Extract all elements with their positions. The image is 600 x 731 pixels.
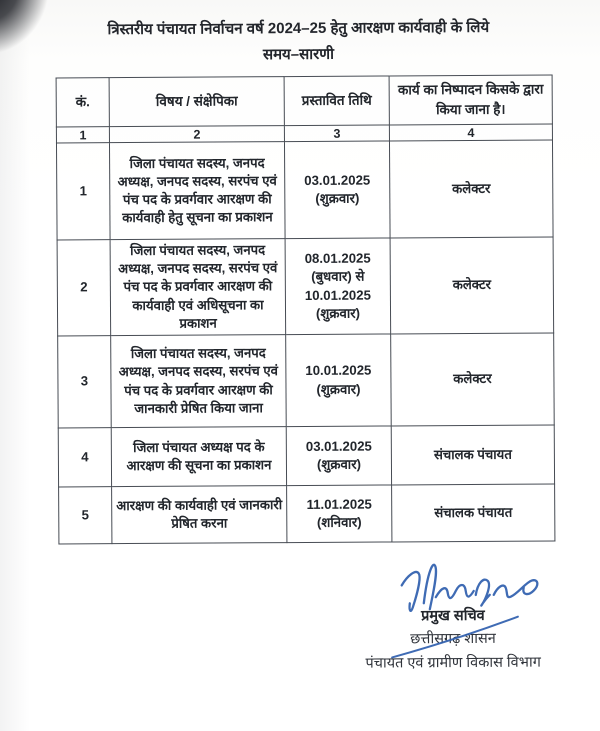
table-header-row: [56, 75, 552, 127]
cell-serial: 1: [56, 143, 110, 240]
table-row: [57, 237, 554, 336]
cell-subject: आरक्षण की कार्यवाही एवं जानकारी प्रेषित करना: [112, 486, 287, 544]
cell-executor: कलेक्टर: [390, 237, 554, 334]
cell-subject: जिला पंचायत अध्यक्ष पद के आरक्षण की सूचना का प्रकाशन: [111, 427, 286, 487]
col-header-executor: कार्य का निष्पादन किसके द्वारा किया जाना है।: [389, 75, 552, 125]
signatory-designation: प्रमुख सचिव: [421, 607, 485, 625]
column-number: 3: [284, 125, 389, 142]
col-header-serial: कं.: [56, 78, 109, 127]
cell-date: 11.01.2025 (शनिवार): [287, 485, 392, 543]
cell-subject: जिला पंचायत सदस्य, जनपद अध्यक्ष, जनपद सदस्य, सरपंच एवं पंच पद के प्रवर्गवार आरक्षण की कार्यवाही हेतु सूचना का प्रकाशन: [109, 142, 285, 240]
signature-block: [317, 550, 588, 692]
cell-serial: 2: [57, 240, 111, 336]
cell-date: 03.01.2025 (शुक्रवार): [284, 141, 390, 239]
column-number: 2: [109, 126, 284, 143]
cell-date: 08.01.2025 (बुधवार) से 10.01.2025 (शुक्रवार): [285, 238, 391, 335]
table-row: [58, 333, 555, 428]
cell-executor: संचालक पंचायत: [391, 425, 554, 485]
signatory-government: छत्तीसगढ़ शासन: [410, 631, 496, 648]
document-title-line2: समय–सारणी: [262, 45, 335, 63]
document-page: [0, 14, 600, 731]
cell-executor: कलेक्टर: [391, 333, 555, 426]
schedule-table: [56, 74, 556, 544]
cell-executor: संचालक पंचायत: [392, 484, 555, 542]
column-number: 4: [389, 124, 552, 141]
document-title-line1: त्रिस्तरीय पंचायत निर्वाचन वर्ष 2024–25 हेतु आरक्षण कार्यवाही के लिये: [107, 18, 490, 39]
col-header-date: प्रस्तावित तिथि: [284, 76, 389, 126]
table-row: [58, 425, 554, 487]
cell-subject: जिला पंचायत सदस्य, जनपद अध्यक्ष, जनपद सदस्य, सरपंच एवं पंच पद के प्रवर्गवार आरक्षण की कार्यवाही एवं अधिसूचना का प्रकाशन: [110, 239, 286, 336]
cell-date: 10.01.2025 (शुक्रवार): [286, 334, 392, 427]
table-row: [59, 484, 555, 544]
cell-serial: 4: [58, 428, 111, 487]
cell-serial: 3: [58, 336, 112, 428]
cell-executor: कलेक्टर: [389, 140, 553, 238]
document-title: [0, 14, 599, 69]
col-header-subject: विषय / संक्षेपिका: [109, 77, 284, 127]
photo-corner-shadow: [0, 0, 58, 64]
column-number: 1: [56, 127, 109, 143]
signature-text: [317, 550, 588, 676]
signatory-department: पंचायत एवं ग्रामीण विकास विभाग: [365, 654, 541, 672]
cell-serial: 5: [59, 487, 112, 544]
table-row: [56, 140, 553, 240]
cell-subject: जिला पंचायत सदस्य, जनपद अध्यक्ष, जनपद सदस्य, सरपंच एवं पंच पद के प्रवर्गवार आरक्षण की जानकारी प्रेषित किया जाना: [111, 335, 287, 428]
cell-date: 03.01.2025 (शुक्रवार): [286, 426, 391, 486]
